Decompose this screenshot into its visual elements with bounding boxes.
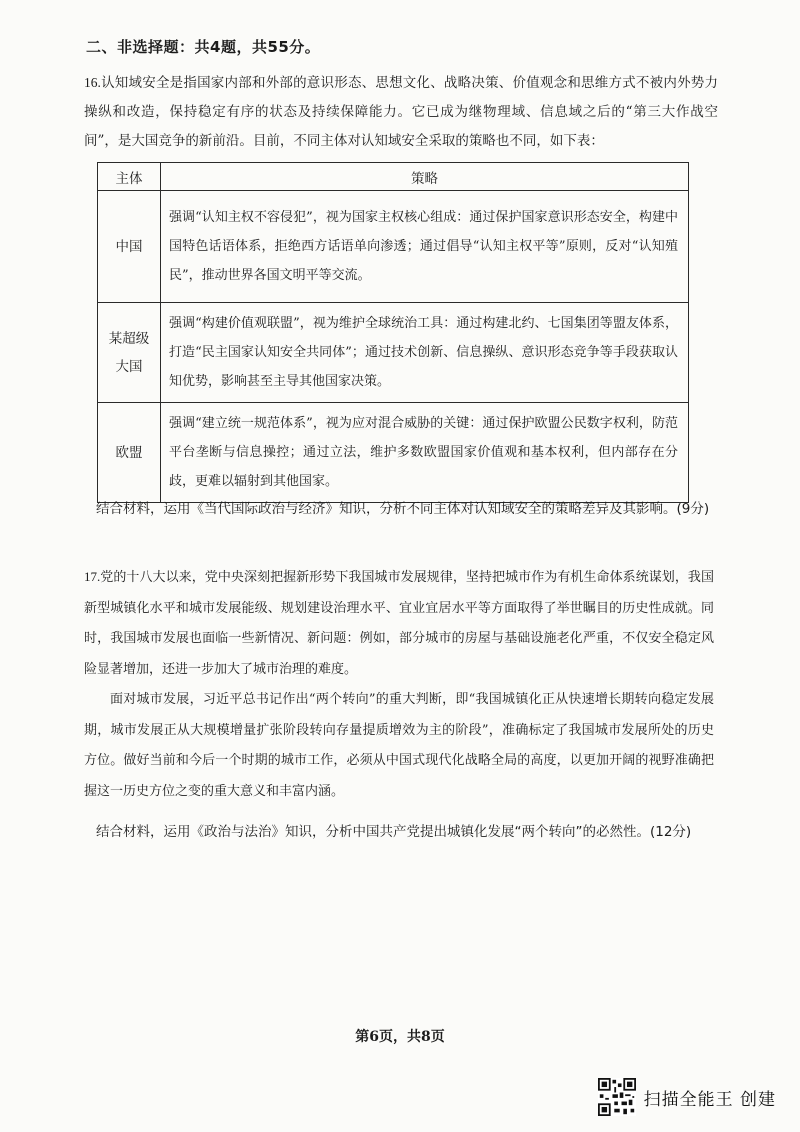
- table-header-subject: 主体: [98, 163, 161, 191]
- question-17-number: 17.: [84, 569, 101, 584]
- row-subject-superpower: [98, 303, 161, 403]
- question-16-requirement: 结合材料，运用《当代国际政治与经济》知识，分析不同主体对认知域安全的策略差异及其影响。(9分): [96, 501, 710, 517]
- row-subject-eu: 欧盟: [98, 403, 161, 503]
- question-17-para1-text: 党的十八大以来，党中央深刻把握新形势下我国城市发展规律，坚持把城市作为有机生命体系统谋划，我国新型城镇化水平和城市发展能级、规划建设治理水平、宜业宜居水平等方面取得了举世瞩目的历史性成就。同时，我国城市发展也面临一些新情况、新问题：例如，部分城市的房屋与基础设施老化严重，不仅安全稳定风险显著增加，还进一步加大了城市治理的难度。: [84, 570, 714, 677]
- question-16-stem: [84, 68, 718, 156]
- section-title: 二、非选择题：共4题，共55分。: [86, 38, 321, 56]
- row-subject-china: 中国: [98, 191, 161, 303]
- row-strategy-superpower: 强调“构建价值观联盟”，视为维护全球统治工具：通过构建北约、七国集团等盟友体系，打造“民主国家认知安全共同体”；通过技术创新、信息操纵、意识形态竞争等手段获取认知优势，影响甚至主导其他国家决策。: [161, 303, 689, 403]
- scanner-watermark: [598, 1078, 776, 1116]
- table-row: [98, 191, 689, 303]
- row-strategy-eu: 强调“建立统一规范体系”，视为应对混合威胁的关键：通过保护欧盟公民数字权利，防范平台垄断与信息操控；通过立法，维护多数欧盟国家价值观和基本权利，但内部存在分歧，更难以辐射到其他国家。: [161, 403, 689, 503]
- question-16-text: 认知域安全是指国家内部和外部的意识形态、思想文化、战略决策、价值观念和思维方式不被内外势力操纵和改造，保持稳定有序的状态及持续保障能力。它已成为继物理域、信息域之后的“第三大作战空间”，是大国竞争的新前沿。目前，不同主体对认知域安全采取的策略也不同，如下表：: [84, 75, 718, 149]
- table-row: [98, 303, 689, 403]
- row-strategy-china: 强调“认知主权不容侵犯”，视为国家主权核心组成：通过保护国家意识形态安全，构建中国特色话语体系，拒绝西方话语单向渗透；通过倡导“认知主权平等”原则，反对“认知殖民”，推动世界各国文明平等交流。: [161, 191, 689, 303]
- page-number: 第6页，共8页: [355, 1029, 445, 1045]
- strategy-table: [97, 162, 689, 503]
- table-row: [98, 403, 689, 503]
- question-17-paragraph-1: [84, 562, 714, 685]
- question-17-requirement: 结合材料，运用《政治与法治》知识，分析中国共产党提出城镇化发展“两个转向”的必然性。(12分): [96, 824, 692, 840]
- qr-code-icon: [598, 1078, 636, 1116]
- watermark-text: 扫描全能王 创建: [643, 1089, 776, 1110]
- question-17-stem: [84, 562, 714, 807]
- question-17-paragraph-2: 面对城市发展，习近平总书记作出“两个转向”的重大判断，即“我国城镇化正从快速增长期转向稳定发展期，城市发展正从大规模增量扩张阶段转向存量提质增效为主的阶段”，准确标定了我国城市发展所处的历史方位。做好当前和今后一个时期的城市工作，必须从中国式现代化战略全局的高度，以更加开阔的视野准确把握这一历史方位之变的重大意义和丰富内涵。: [84, 692, 714, 799]
- table-header-row: [98, 163, 689, 191]
- table-header-strategy: 策略: [161, 163, 689, 191]
- question-16-number: 16.: [84, 75, 101, 90]
- row-subject-superpower-label: 某超级大国: [108, 330, 150, 375]
